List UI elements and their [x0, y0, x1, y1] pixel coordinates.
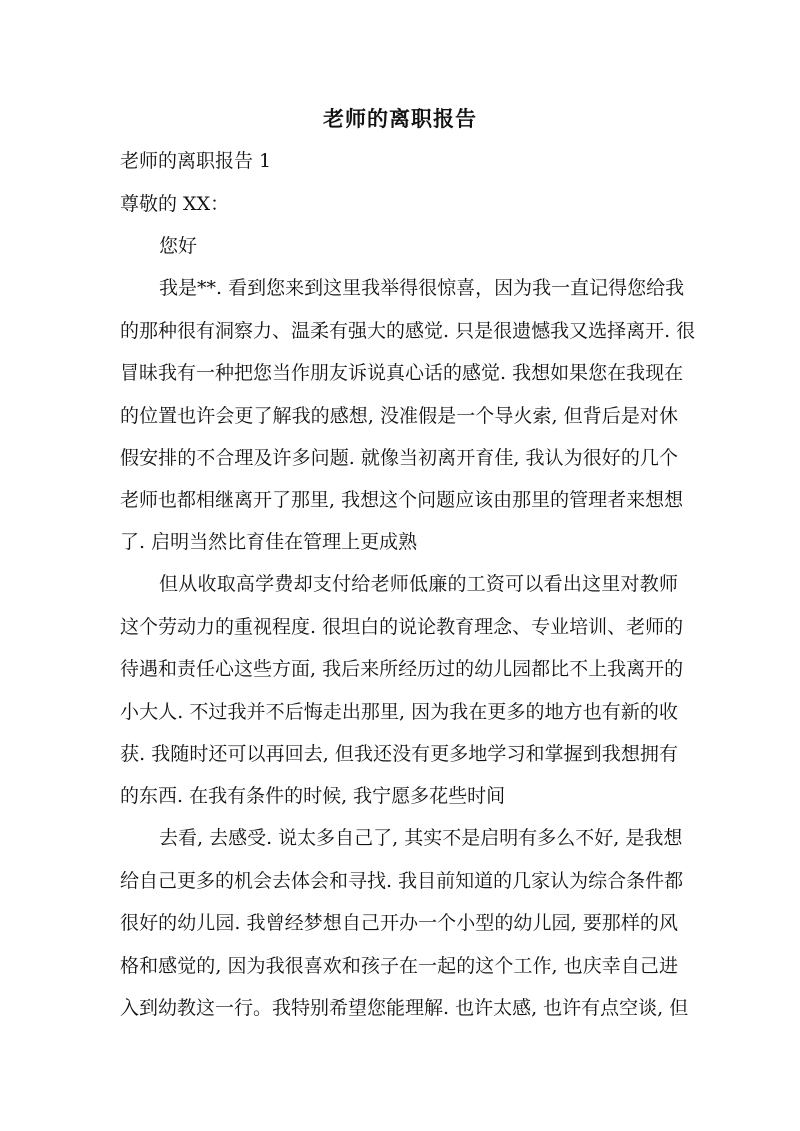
paragraph-line: 老师也都相继离开了那里, 我想这个问题应该由那里的管理者来想想: [120, 489, 684, 511]
paragraph-line: 的位置也许会更了解我的感想, 没准假是一个导火索, 但背后是对休: [120, 405, 678, 427]
paragraph-line: 格和感觉的, 因为我很喜欢和孩子在一起的这个工作, 也庆幸自己进: [120, 955, 678, 977]
paragraph-line: 的那种很有洞察力、温柔有强大的感觉. 只是很遗憾我又选择离开. 很: [120, 320, 696, 342]
paragraph-line: 入到幼教这一行。我特别希望您能理解. 也许太感, 也许有点空谈, 但: [120, 997, 689, 1019]
paragraph-line: 假安排的不合理及许多问题. 就像当初离开育佳, 我认为很好的几个: [120, 447, 678, 469]
paragraph-line: 很好的幼儿园. 我曾经梦想自己开办一个小型的幼儿园, 要那样的风: [120, 912, 678, 934]
paragraph-line: 去看, 去感受. 说太多自己了, 其实不是启明有多么不好, 是我想: [159, 827, 683, 849]
paragraph-line: 获. 我随时还可以再回去, 但我还没有更多地学习和掌握到我想拥有: [120, 743, 678, 765]
paragraph-line: 了. 启明当然比育佳在管理上更成熟: [120, 531, 418, 553]
greeting: 您好: [159, 235, 198, 257]
paragraph-line: 给自己更多的机会去体会和寻找. 我目前知道的几家认为综合条件都: [120, 870, 684, 892]
paragraph-line: 我是**. 看到您来到这里我举得很惊喜，因为我一直记得您给我: [159, 277, 685, 299]
paragraph-line: 待遇和责任心这些方面, 我后来所经历过的幼儿园都比不上我离开的: [120, 658, 684, 680]
salutation: 尊敬的 XX：: [120, 193, 230, 215]
document-subtitle: 老师的离职报告 1: [120, 150, 272, 172]
paragraph-line: 小大人. 不过我并不后悔走出那里, 因为我在更多的地方也有新的收: [120, 701, 678, 723]
paragraph-line: 但从收取高学费却支付给老师低廉的工资可以看出这里对教师: [159, 573, 678, 595]
paragraph-line: 的东西. 在我有条件的时候, 我宁愿多花些时间: [120, 785, 506, 807]
paragraph-line: 这个劳动力的重视程度. 很坦白的说论教育理念、专业培训、老师的: [120, 616, 684, 638]
paragraph-line: 冒昧我有一种把您当作朋友诉说真心话的感觉. 我想如果您在我现在: [120, 362, 684, 384]
document-title: 老师的离职报告: [323, 106, 477, 131]
